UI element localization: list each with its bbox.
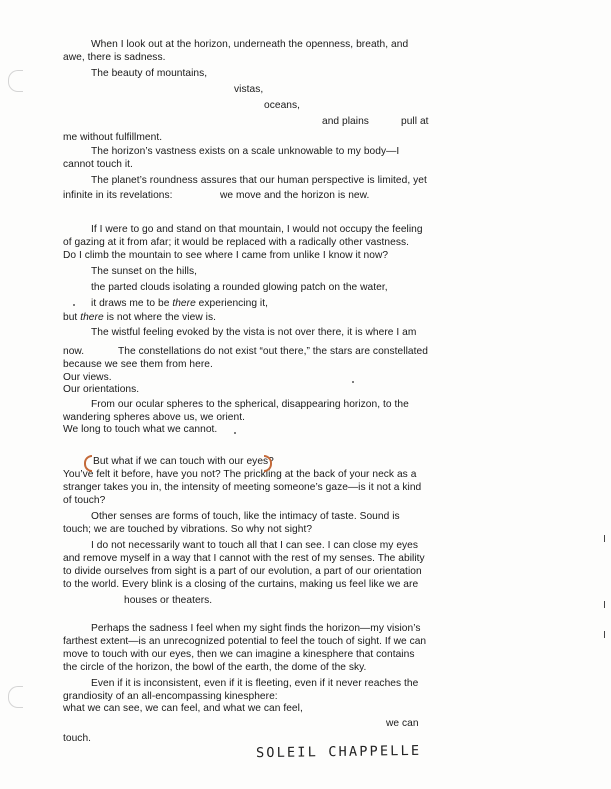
- text-line: pull at: [401, 116, 429, 127]
- margin-mark: [604, 535, 605, 542]
- text-line: I do not necessarily want to touch all that I can see. I can close my eyes: [91, 540, 419, 551]
- punch-hole-top: [8, 70, 23, 92]
- text-line: it draws me to be there experiencing it,: [91, 298, 268, 309]
- text-line: The constellations do not exist “out there,” the stars are constellated: [118, 346, 428, 357]
- text-line: Our views.: [63, 372, 112, 383]
- text-line: But what if we can touch with our eyes?: [93, 456, 274, 467]
- text-line: stranger takes you in, the intensity of meeting someone’s gaze—is it not a kind: [63, 482, 422, 493]
- text-line: We long to touch what we cannot.: [63, 424, 218, 435]
- text-line: me without fulfillment.: [63, 132, 163, 143]
- text-line: The sunset on the hills,: [91, 266, 197, 277]
- text-line: houses or theaters.: [124, 595, 213, 606]
- margin-mark: [604, 601, 605, 608]
- text-line: Even if it is inconsistent, even if it is fleeting, even if it never reaches the: [91, 678, 419, 689]
- text-line: The planet’s roundness assures that our human perspective is limited, yet: [91, 175, 427, 186]
- text-line: of gazing at it from afar; it would be replaced with a radically other vastness.: [63, 237, 410, 248]
- text-line: Do I climb the mountain to see where I came from unlike I know it now?: [63, 250, 389, 261]
- text-line: Perhaps the sadness I feel when my sight finds the horizon—my vision’s: [91, 623, 421, 634]
- author-signature: SOLEIL CHAPPELLE: [255, 742, 422, 762]
- text-line: The wistful feeling evoked by the vista is not over there, it is where I am: [91, 327, 417, 338]
- speck: [73, 304, 75, 306]
- text-line: touch.: [63, 733, 92, 744]
- red-parenthesis-left: [84, 455, 92, 472]
- text-line: move to touch with our eyes, then we can imagine a kinesphere that contains: [63, 649, 415, 660]
- text-line: the circle of the horizon, the bowl of the earth, the dome of the sky.: [63, 662, 367, 673]
- text-line: You’ve felt it before, have you not? The prickling at the back of your neck as a: [63, 469, 417, 480]
- text-line: vistas,: [234, 84, 264, 95]
- text-line: If I were to go and stand on that mountain, I would not occupy the feeling: [91, 224, 423, 235]
- text-line: oceans,: [264, 100, 301, 111]
- text-line: to divide ourselves from sight is a part of our evolution, a part of our orientation: [63, 566, 422, 577]
- text-line: and remove myself in a way that I cannot with the rest of my senses. The ability: [63, 553, 425, 564]
- text-line: When I look out at the horizon, underneath the openness, breath, and: [91, 39, 409, 50]
- text-line: of touch?: [63, 495, 106, 506]
- text-line: touch; we are touched by vibrations. So why not sight?: [63, 524, 313, 535]
- text-line: The horizon’s vastness exists on a scale unknowable to my body—I: [91, 146, 400, 157]
- text-line: but there is not where the view is.: [63, 312, 216, 323]
- text-line: grandiosity of an all-encompassing kinesphere:: [63, 691, 278, 702]
- text-line: to the world. Every blink is a closing of the curtains, making us feel like we are: [63, 579, 419, 590]
- text-line: now.: [63, 346, 85, 357]
- text-line: farthest extent—is an unrecognized potential to feel the touch of sight. If we can: [63, 636, 427, 647]
- text-line: the parted clouds isolating a rounded glowing patch on the water,: [91, 282, 388, 293]
- text-line: and plains: [322, 116, 369, 127]
- text-line: Our orientations.: [63, 384, 140, 395]
- text-line: wandering spheres above us, we orient.: [63, 412, 245, 423]
- text-line: because we see them from here.: [63, 359, 213, 370]
- text-line: what we can see, we can feel, and what we can feel,: [63, 703, 303, 714]
- margin-mark: [604, 631, 605, 638]
- text-line: infinite in its revelations:: [63, 190, 173, 201]
- punch-hole-bottom: [8, 686, 23, 708]
- text-line: awe, there is sadness.: [63, 52, 166, 63]
- speck: [352, 381, 354, 383]
- text-line: we can: [386, 718, 419, 729]
- text-line: we move and the horizon is new.: [220, 190, 370, 201]
- speck: [234, 432, 236, 434]
- text-line: From our ocular spheres to the spherical, disappearing horizon, to the: [91, 399, 409, 410]
- text-line: Other senses are forms of touch, like the intimacy of taste. Sound is: [91, 511, 400, 522]
- text-line: cannot touch it.: [63, 159, 133, 170]
- text-line: The beauty of mountains,: [91, 68, 208, 79]
